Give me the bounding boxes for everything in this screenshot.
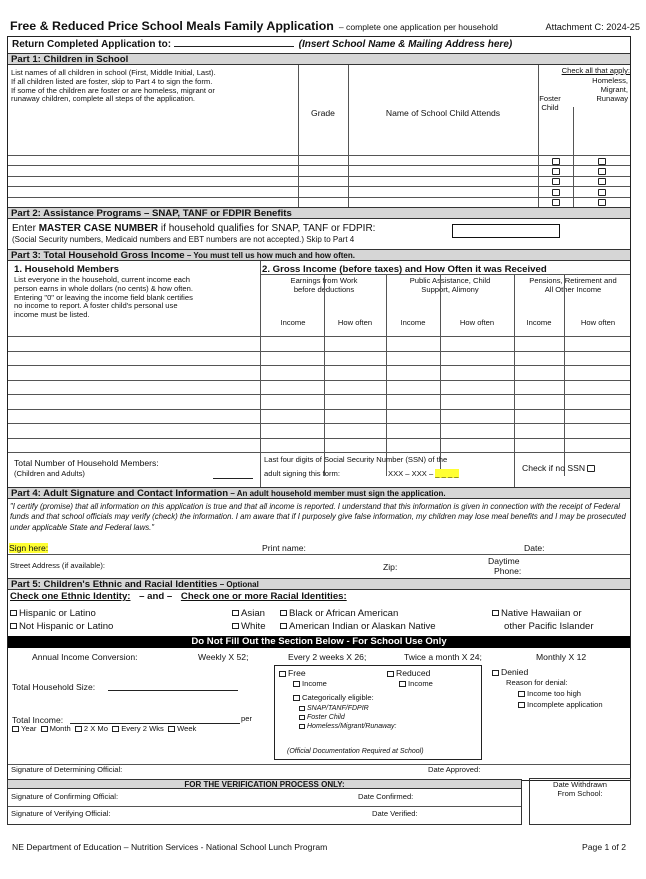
household-member-row[interactable] (8, 394, 630, 409)
part3-head: 1. Household Members List everyone in the household, current income each person earns in whole dollars (no cents) & how often. Entering "0" or leaving the income field blank certifies no income to report. A foster child's personal use income must be listed. 2. Gross Income (before taxes) and How Often it was Received Earnings from Work before deductions Public Assistance, Child Support, Alimony Pensions, Retirement and All Other Income Income How often Income How often Income How often (8, 261, 630, 336)
hawaiian-option[interactable]: Native Hawaiian or (492, 608, 582, 619)
return-address-field[interactable] (174, 37, 294, 47)
homeless-checkbox[interactable] (598, 189, 606, 196)
total-income-field[interactable] (70, 714, 240, 724)
street-label: Street Address (if available): (10, 561, 105, 570)
no-ssn-checkbox[interactable]: Check if no SSN (522, 463, 595, 473)
white-option[interactable]: White (232, 621, 266, 632)
part3-header: Part 3: Total Household Gross Income – You must tell us how much and how often. (8, 249, 630, 261)
hispanic-option[interactable]: Hispanic or Latino (10, 608, 96, 619)
office-determination: Total Household Size: Total Income: per Year Month 2 X Mo Every 2 Wks Week Free Income Reduced Income Categorically eligible: SNAP/TANF/FDPIR Foster Child Homeless/Migrant/Runaway: (Official Documentation Required at School) Denied Reason for denial: Income too high Incomplete application (8, 665, 630, 760)
foster-checkbox[interactable] (552, 199, 560, 206)
incomplete-option[interactable]: Incomplete application (518, 701, 603, 710)
homeless-checkbox[interactable] (598, 158, 606, 165)
part2-header: Part 2: Assistance Programs – SNAP, TANF or FDPIR Benefits (8, 207, 630, 219)
col-homeless: Homeless, Migrant, Runaway (592, 76, 628, 103)
household-member-row[interactable] (8, 438, 630, 453)
part1-header: Part 1: Children in School (8, 53, 630, 65)
homeless-checkbox[interactable] (598, 178, 606, 185)
ssn-label: Last four digits of Social Security Number (SSN) of the (264, 455, 448, 464)
attachment-label: Attachment C: 2024-25 (545, 22, 640, 32)
foster-checkbox[interactable] (552, 178, 560, 185)
group-earnings: Earnings from Work before deductions (290, 276, 358, 294)
american-indian-option[interactable]: American Indian or Alaskan Native (280, 621, 436, 632)
address-row (8, 555, 630, 577)
foster-checkbox[interactable] (552, 168, 560, 175)
not-hispanic-option[interactable]: Not Hispanic or Latino (10, 621, 113, 632)
ssn-label-2: adult signing this form: (264, 469, 340, 478)
household-member-row[interactable] (8, 351, 630, 366)
household-member-row[interactable] (8, 380, 630, 395)
verification-section: FOR THE VERIFICATION PROCESS ONLY: Signature of Confirming Official: Date Confirmed: Signature of Verifying Official: Date Verified: Date Withdrawn From School: (7, 779, 631, 825)
reduced-option[interactable]: Reduced (387, 668, 430, 678)
child-row[interactable] (8, 197, 630, 207)
master-case-label: MASTER CASE NUMBER (38, 223, 159, 234)
part4-header: Part 4: Adult Signature and Contact Information – An adult household member must sign the application. (8, 487, 630, 499)
totals-row (8, 452, 630, 487)
child-row[interactable] (8, 165, 630, 175)
return-note: (Insert School Name & Mailing Address here) (298, 39, 513, 50)
signature-row (8, 541, 630, 555)
part1-instructions: List names of all children in school (First, Middle Initial, Last). If all children listed are foster, skip to Part 4 to sign the form. If some of the children are foster or are homeless, migrant or runaway children, complete all steps of the application. (11, 68, 216, 104)
free-option[interactable]: Free (279, 668, 306, 678)
return-line (8, 37, 630, 53)
check-all-label: Check all that apply: (561, 66, 630, 75)
phone-label: Phone: (494, 566, 522, 576)
income-too-high-option[interactable]: Income too high (518, 690, 581, 699)
homeless-checkbox[interactable] (598, 199, 606, 206)
withdrawn-box: Date Withdrawn From School: (529, 778, 631, 825)
daytime-label: Daytime (488, 556, 520, 566)
eligibility-box: Free Income Reduced Income Categorically eligible: SNAP/TANF/FDPIR Foster Child Homeless/Migrant/Runaway: (Official Documentation Required at School) (274, 665, 482, 760)
categorical-items[interactable]: SNAP/TANF/FDPIR Foster Child Homeless/Migrant/Runaway: (299, 704, 396, 731)
part5-body: Check one Ethnic Identity: – and – Check one or more Racial Identities: Hispanic or Latino Not Hispanic or Latino Asian White Black or African American American Indian or Alaskan Native Native Hawaiian or other Pacific Islander (10, 591, 594, 632)
col-grade: Grade (311, 108, 335, 118)
application-form (7, 36, 631, 781)
household-member-row[interactable] (8, 365, 630, 380)
homeless-checkbox[interactable] (598, 168, 606, 175)
form-subtitle: – complete one application per household (338, 22, 498, 32)
case-number-field[interactable] (452, 224, 560, 238)
total-members-sub: (Children and Adults) (14, 469, 85, 478)
group-pensions: Pensions, Retirement and All Other Income (529, 276, 617, 294)
child-row[interactable] (8, 186, 630, 196)
racial-heading: Check one or more Racial Identities: (180, 591, 347, 602)
ethnic-heading: Check one Ethnic Identity: (10, 591, 131, 602)
ssn-field[interactable]: XXX – XXX – _ _ _ _ (388, 469, 459, 478)
conversion-row: Annual Income Conversion: Weekly X 52; Every 2 weeks X 26; Twice a month X 24; Monthly X 12 (32, 652, 587, 662)
checkbox-icon (587, 465, 595, 472)
footer-right: Page 1 of 2 (582, 842, 626, 852)
sec2-title: 2. Gross Income (before taxes) and How Often it was Received (262, 264, 547, 275)
household-size-field[interactable] (108, 681, 238, 691)
zip-label: Zip: (383, 562, 398, 572)
categorical-option[interactable]: Categorically eligible: (293, 694, 374, 703)
part1-table (8, 65, 630, 155)
group-assistance: Public Assistance, Child Support, Alimony (409, 276, 491, 294)
determining-row: Signature of Determining Official: Date Approved: (8, 764, 630, 776)
school-use-banner: Do Not Fill Out the Section Below - For School Use Only (8, 636, 630, 648)
foster-checkbox[interactable] (552, 189, 560, 196)
child-row[interactable] (8, 176, 630, 186)
part2-note: (Social Security numbers, Medicaid numbers and EBT numbers are not accepted.) Skip to Part 4 (12, 235, 355, 244)
foster-checkbox[interactable] (552, 158, 560, 165)
footer-left: NE Department of Education – Nutrition Services - National School Lunch Program (12, 842, 328, 852)
part5-header: Part 5: Children's Ethnic and Racial Identities – Optional (8, 578, 630, 590)
total-members-field[interactable] (213, 467, 253, 479)
sign-here-label: Sign here: (9, 543, 49, 553)
household-member-row[interactable] (8, 423, 630, 438)
form-title: Free & Reduced Price School Meals Family Application (10, 19, 334, 33)
sec1-instructions: List everyone in the household, current income each person earns in whole dollars (no cents) & how often. Entering "0" or leaving the income field blank certifies no income to report. A foster child's personal use income must be listed. (14, 275, 193, 320)
date-label: Date: (524, 543, 545, 553)
form-header (10, 19, 640, 33)
household-member-row[interactable] (8, 409, 630, 424)
sec1-title: 1. Household Members (14, 264, 120, 275)
col-school: Name of School Child Attends (385, 108, 501, 118)
asian-option[interactable]: Asian (232, 608, 265, 619)
verification-banner: FOR THE VERIFICATION PROCESS ONLY: (7, 779, 522, 789)
income-period-options[interactable]: Year Month 2 X Mo Every 2 Wks Week (12, 725, 196, 734)
denied-option[interactable]: Denied (492, 667, 528, 677)
certification-text: "I certify (promise) that all information on this application is true and that all income is reported. I understand that this information is given in connection with the receipt of Federal funds and that school officials may verify (check) the information. I am aware that if I purposely give false information, my children may lose meal benefits and I may be prosecuted under applicable State and Federal laws." (10, 502, 626, 532)
household-member-row[interactable] (8, 336, 630, 351)
return-label: Return Completed Application to: (12, 39, 172, 50)
print-name-label: Print name: (262, 543, 306, 553)
col-foster: Foster Child (539, 94, 561, 112)
black-option[interactable]: Black or African American (280, 608, 398, 619)
part2-body: Enter MASTER CASE NUMBER if household qualifies for SNAP, TANF or FDPIR: (Social Security numbers, Medicaid numbers and EBT numbers are not accepted.) Skip to Part 4 (8, 219, 630, 249)
total-members-label: Total Number of Household Members: (14, 458, 159, 468)
child-row[interactable] (8, 155, 630, 165)
